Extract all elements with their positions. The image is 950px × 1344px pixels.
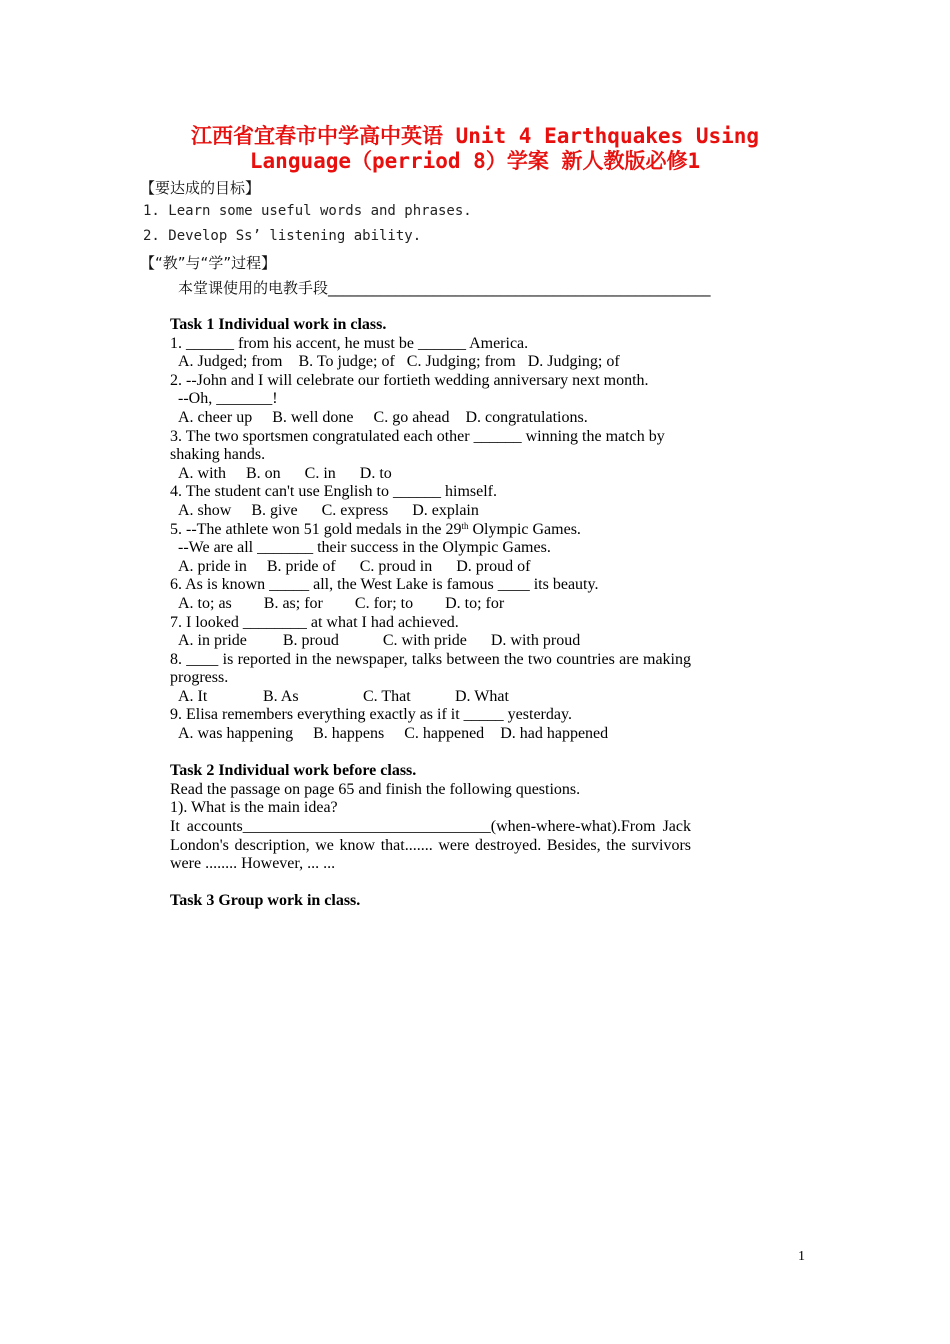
option: D. to [359,464,392,482]
task-content [170,316,691,911]
option: D. proud of [456,557,531,575]
question-5-reply: --We are all _______ their success in the Olympic Games. [178,539,551,557]
question-1-stem: 1. ______ from his accent, he must be ______ America. [170,334,529,352]
option: D. congratulations. [465,408,588,426]
option: D. with proud [490,632,581,650]
question-2-options [170,409,691,428]
option: D. explain [412,501,479,519]
option: C. for; to [354,594,414,612]
option: C. express [321,501,389,519]
task2-answer-line: It accounts_______________________________(when-where-what).From Jack London's description, we know that....... were destroyed. Besides, the survivors were ........ However, ... ... [170,818,691,873]
question-9-stem: 9. Elisa remembers everything exactly as if it _____ yesterday. [170,706,572,724]
question-5-stem [170,521,691,540]
option: B. As [263,687,299,705]
option: D. Judging; of [527,353,620,371]
question-4-options [170,502,691,521]
option: B. happens [313,725,385,743]
option: D. What [455,687,509,705]
question-6-options [170,595,691,614]
question-8-options [170,688,691,707]
superscript: th [461,520,469,531]
option: B. well done [272,408,354,426]
question-2-reply: --Oh, _______! [178,390,278,408]
page-number: 1 [798,1249,805,1264]
spacer [170,744,691,763]
option: C. Judging; from [406,353,516,371]
option: C. in [304,464,336,482]
spacer [170,874,691,893]
task2-heading: Task 2 Individual work before class. [170,762,417,780]
option: B. proud [282,632,339,650]
option: D. had happened [500,725,609,743]
goal-item-1: 1. Learn some useful words and phrases. [143,203,472,219]
option: A. was happening [178,725,294,743]
title-line-2: Language（perriod 8）学案 新人教版必修1 [249,149,701,173]
option: B. on [246,464,281,482]
question-3-stem: 3. The two sportsmen congratulated each other ______ winning the match by shaking hands. [170,427,665,464]
media-label: 本堂课使用的电教手段___________________________________________________ [178,279,711,297]
goals-heading: 【要达成的目标】 [140,179,261,197]
option: A. cheer up [178,408,253,426]
stem-text: 5. --The athlete won 51 gold medals in the 29 [170,520,462,538]
option: B. give [251,501,298,519]
task3-heading: Task 3 Group work in class. [170,892,361,910]
task2-question-1: 1). What is the main idea? [170,799,338,817]
option: C. happened [404,725,485,743]
option: C. That [363,687,411,705]
question-4-stem: 4. The student can't use English to ______ himself. [170,483,497,501]
option: B. pride of [266,557,336,575]
question-6-stem: 6. As is known _____ all, the West Lake is famous ____ its beauty. [170,576,599,594]
question-2-stem: 2. --John and I will celebrate our fortieth wedding anniversary next month. [170,371,649,389]
question-7-options [170,632,691,651]
option: A. show [178,501,232,519]
process-heading: 【“教”与“学”过程】 [140,254,277,272]
question-7-stem: 7. I looked ________ at what I had achieved. [170,613,459,631]
title-line-1: 江西省宜春市中学高中英语 Unit 4 Earthquakes Using [190,124,760,148]
task1-heading: Task 1 Individual work in class. [170,316,387,333]
question-5-options [170,558,691,577]
document-title [140,124,810,174]
question-8-stem: 8. ____ is reported in the newspaper, talks between the two countries are making progress. [170,650,691,687]
option: C. proud in [359,557,433,575]
question-9-options [170,725,691,744]
option: B. To judge; of [298,353,395,371]
option: A. It [178,687,208,705]
task2-intro: Read the passage on page 65 and finish the following questions. [170,780,581,798]
option: A. to; as [178,594,232,612]
question-1-options [170,353,691,372]
goal-item-2: 2. Develop Ss’ listening ability. [143,228,422,244]
option: A. with [178,464,226,482]
question-3-options [170,465,691,484]
option: A. pride in [178,557,247,575]
option: C. with pride [382,632,467,650]
option: C. go ahead [373,408,450,426]
option: D. to; for [445,594,505,612]
option: A. Judged; from [178,353,283,371]
option: A. in pride [178,632,247,650]
option: B. as; for [263,594,323,612]
stem-text: Olympic Games. [468,520,581,538]
